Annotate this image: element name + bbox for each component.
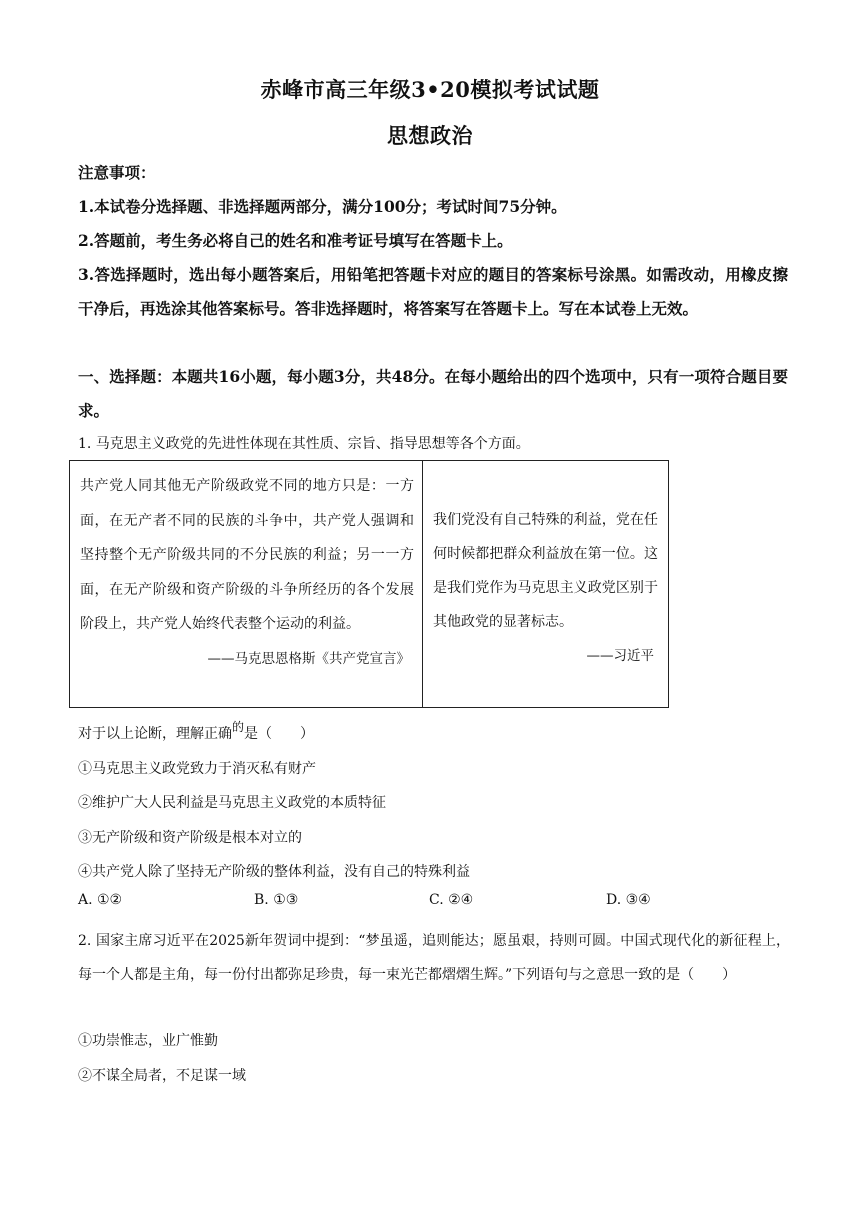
quote-left-text: 共产党人同其他无产阶级政党不同的地方只是：一方面，在无产者不同的民族的斗争中，共产党人强调和坚持整个无产阶级共同的不分民族的利益；另一一方面，在无产阶级和资产阶级的斗争所经历的各个发展阶段上，共产党人始终代表整个运动的利益。	[80, 478, 414, 632]
q2-stem: 2. 国家主席习近平在2025新年贺词中提到：“梦虽遥，追则能达；愿虽艰，持则可圆。中国式现代化的新征程上，每一个人都是主角，每一份付出都弥足珍贵，每一束光芒都熠熠生辉。”下列语句与之意思一致的是（ ）	[78, 933, 790, 983]
q1-option-a[interactable]: A. ①②	[78, 892, 123, 908]
q1-statement-1: ①马克思主义政党致力于消灭私有财产	[78, 761, 316, 777]
exam-title: 赤峰市高三年级3•20模拟考试试题	[260, 77, 600, 102]
q1-options	[78, 892, 798, 922]
notice-item-2: 2.答题前，考生务必将自己的姓名和准考证号填写在答题卡上。	[78, 231, 513, 250]
q1-option-b[interactable]: B. ①③	[254, 892, 299, 908]
quote-cell-right	[423, 461, 668, 707]
q1-statement-3: ③无产阶级和资产阶级是根本对立的	[78, 830, 302, 846]
q1-option-d[interactable]: D. ③④	[606, 892, 651, 908]
q1-stem: 1. 马克思主义政党的先进性体现在其性质、宗旨、指导思想等各个方面。	[78, 436, 530, 452]
q1-question-sup: 的	[232, 720, 245, 734]
q1-question-part-b: 是（ ）	[244, 726, 315, 742]
q1-question-part-a: 对于以上论断，理解正确	[78, 726, 232, 742]
notice-heading: 注意事项：	[78, 163, 156, 182]
q2-statement-1: ①功崇惟志，业广惟勤	[78, 1033, 218, 1049]
q1-statement-2: ②维护广大人民利益是马克思主义政党的本质特征	[78, 795, 386, 811]
quote-right-text: 我们党没有自己特殊的利益，党在任何时候都把群众利益放在第一位。这是我们党作为马克思主义政党区别于其他政党的显著标志。	[433, 512, 658, 630]
quote-table	[69, 460, 669, 708]
q2-statement-2: ②不谋全局者，不足谋一域	[78, 1068, 246, 1084]
q1-option-c[interactable]: C. ②④	[429, 892, 474, 908]
section-heading: 一、选择题：本题共16小题，每小题3分，共48分。在每小题给出的四个选项中，只有一项符合题目要求。	[78, 367, 788, 420]
exam-subject: 思想政治	[387, 123, 473, 148]
q1-statement-4: ④共产党人除了坚持无产阶级的整体利益，没有自己的特殊利益	[78, 864, 470, 880]
quote-right-source: ——习近平	[586, 648, 654, 664]
q1-question	[78, 718, 790, 750]
quote-cell-left	[70, 461, 423, 707]
notice-item-3: 3.答选择题时，选出每小题答案后，用铅笔把答题卡对应的题目的答案标号涂黑。如需改动，用橡皮擦干净后，再选涂其他答案标号。答非选择题时，将答案写在答题卡上。写在本试卷上无效。	[78, 265, 788, 318]
quote-left-source: ——马克思恩格斯《共产党宣言》	[207, 650, 410, 667]
notice-item-1: 1.本试卷分选择题、非选择题两部分，满分100分；考试时间75分钟。	[78, 197, 567, 216]
